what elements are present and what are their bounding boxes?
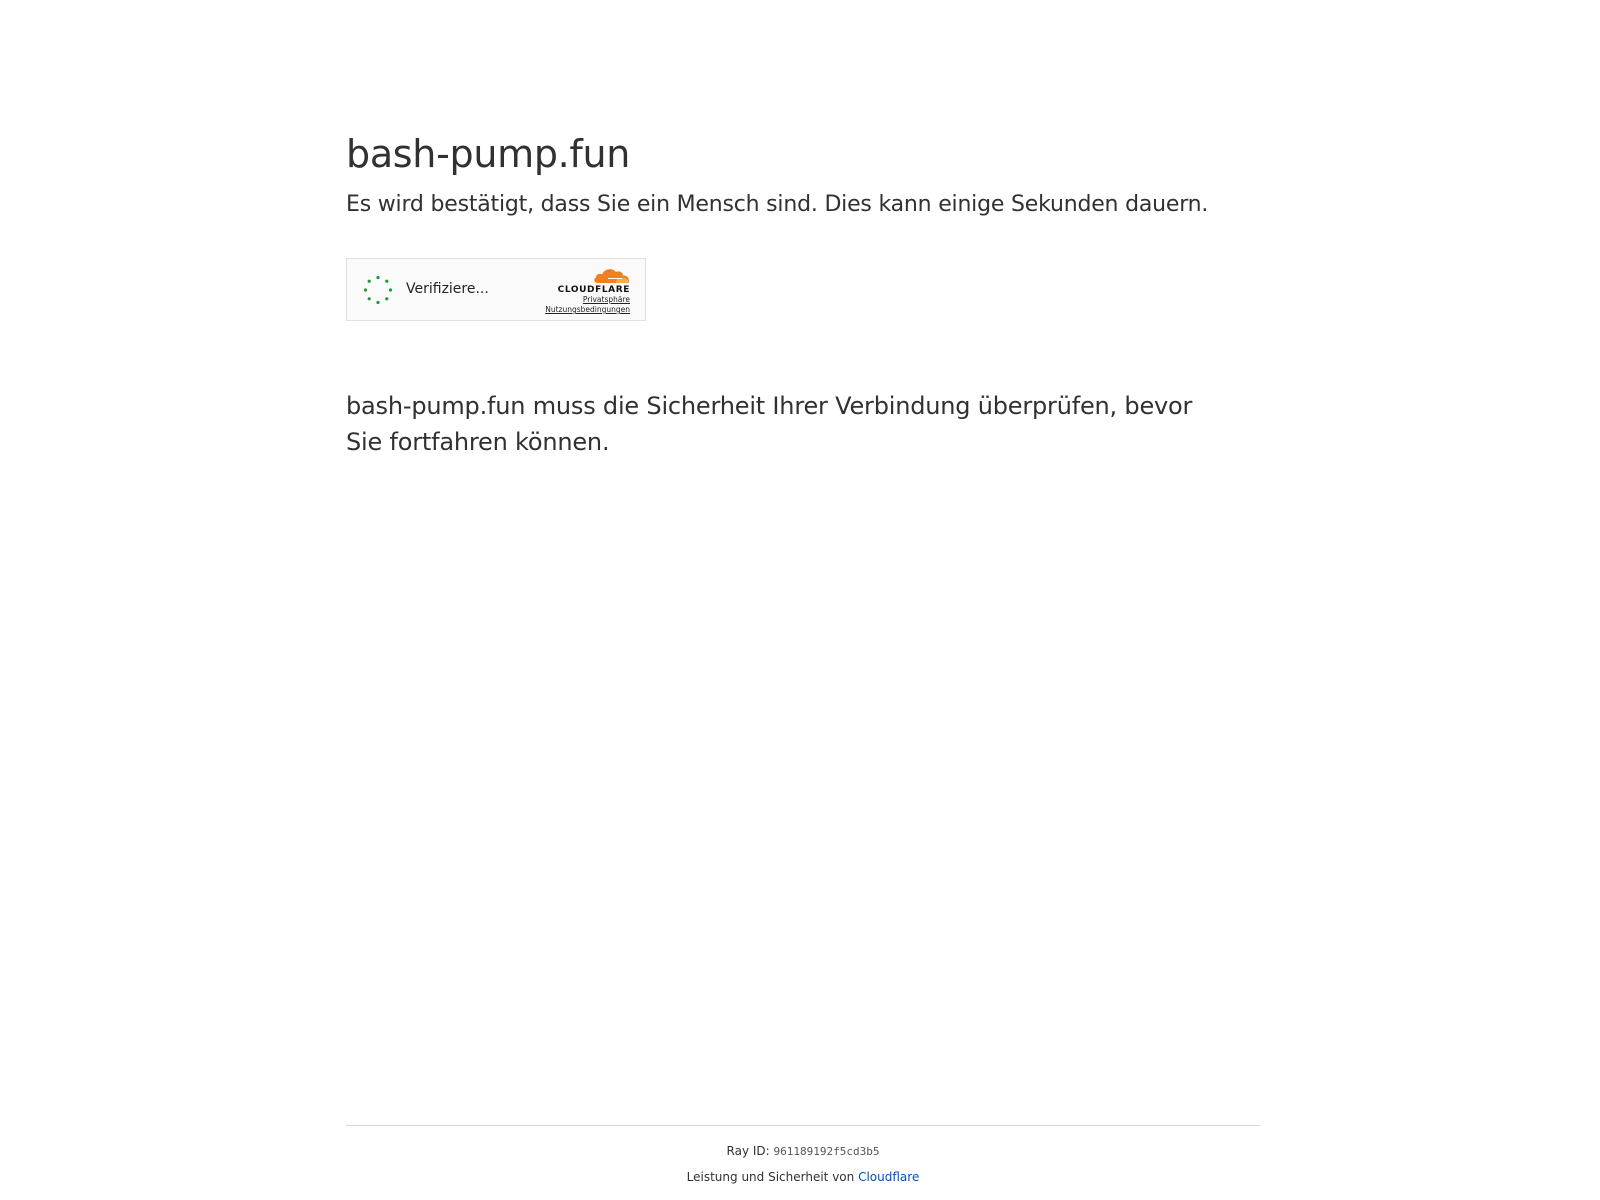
security-message: bash-pump.fun muss die Sicherheit Ihrer Verbindung überprüfen, bevor Sie fortfahren können. [346, 392, 1193, 456]
ray-id-label: Ray ID: [726, 1144, 770, 1158]
loading-dots-icon [363, 275, 393, 305]
cloudflare-logo [552, 265, 630, 295]
cloudflare-link[interactable]: Cloudflare [858, 1170, 920, 1184]
performance-text: Leistung und Sicherheit von [686, 1170, 855, 1184]
cloudflare-cloud-icon [592, 265, 630, 285]
challenge-widget[interactable] [346, 258, 646, 321]
verifying-status-label: Verifiziere... [406, 281, 489, 297]
privacy-link[interactable]: Privatsphäre [582, 295, 630, 304]
ray-id-line [346, 1144, 1260, 1158]
widget-links [545, 295, 630, 315]
page-title: bash-pump.fun [346, 132, 631, 176]
performance-line [346, 1170, 1260, 1184]
terms-link[interactable]: Nutzungsbedingungen [545, 305, 630, 314]
footer [346, 1125, 1260, 1184]
cloudflare-wordmark: CLOUDFLARE [557, 285, 630, 295]
ray-id-value: 961189192f5cd3b5 [773, 1145, 880, 1158]
verification-subtitle: Es wird bestätigt, dass Sie ein Mensch sind. Dies kann einige Sekunden dauern. [346, 192, 1209, 217]
